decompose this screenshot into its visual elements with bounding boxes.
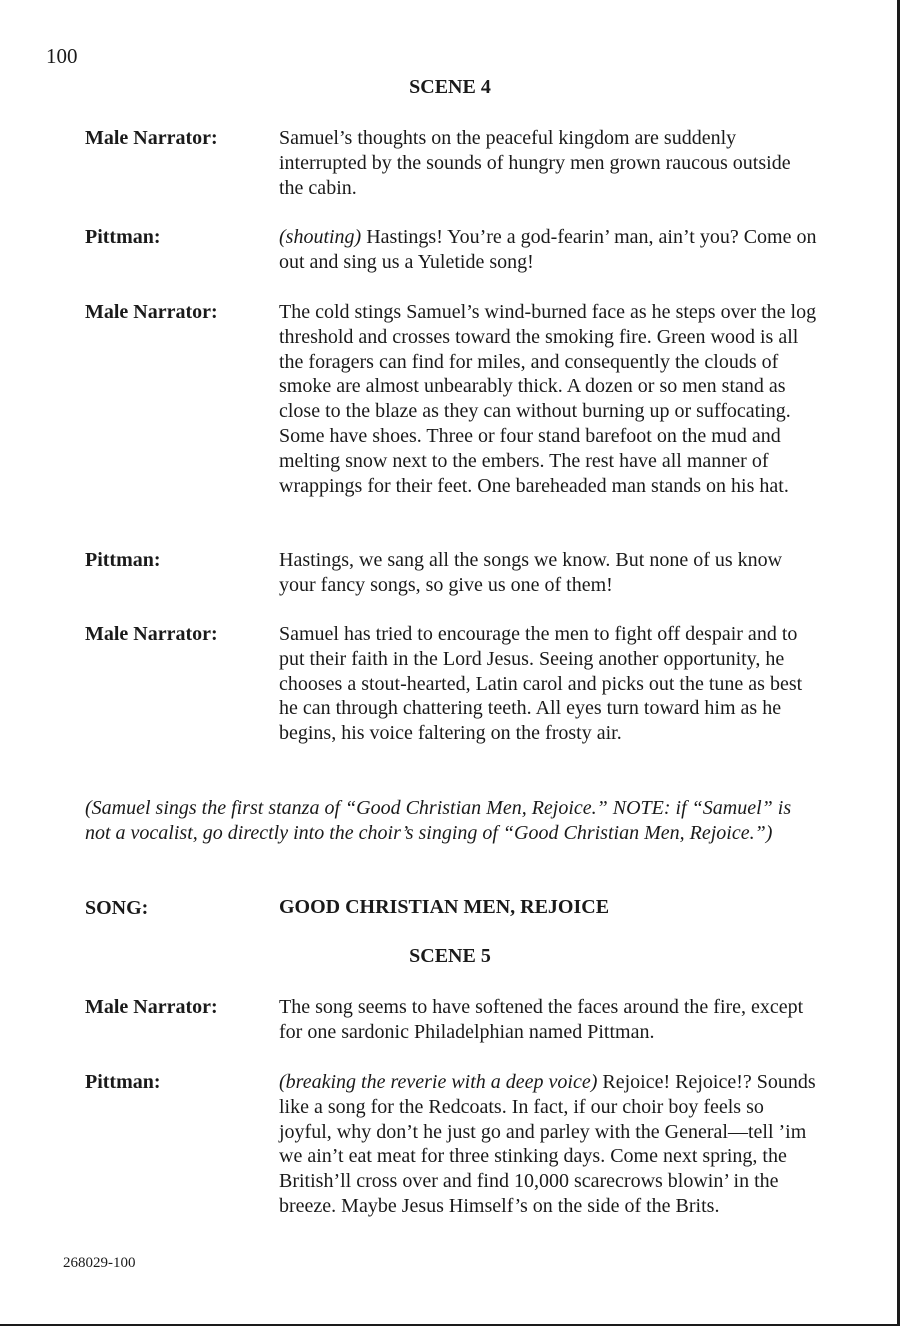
- page-number: 100: [46, 44, 78, 68]
- dialogue-body: The cold stings Samuel’s wind-burned face as he steps over the log threshold and crosses toward the smoking fire. Green wood is all the foragers can find for miles, and consequently the clouds of smoke are almost unbearably thick. A dozen or so men stand as close to the blaze as they can without burning up or suffocating. Some have shoes. Three or four stand barefoot on the mud and melting snow next to the embers. The rest have all manner of wrappings for their feet. One bareheaded man stands on his hat.: [279, 301, 817, 497]
- dialogue-body: Samuel’s thoughts on the peaceful kingdom are suddenly interrupted by the sounds of hungry men grown raucous outside the cabin.: [279, 127, 791, 199]
- speaker-label: Male Narrator:: [85, 996, 218, 1018]
- dialogue-text: [279, 995, 819, 1045]
- dialogue-text: [279, 126, 819, 200]
- stage-note: (Samuel sings the first stanza of “Good Christian Men, Rejoice.” NOTE: if “Samuel” is not a vocalist, go directly into the choir’s singing of “Good Christian Men, Rejoice.”): [85, 797, 792, 844]
- song-label: SONG:: [85, 897, 149, 919]
- dialogue-body: Rejoice! Rejoice!? Sounds like a song for the Redcoats. In fact, if our choir boy feels so joyful, why don’t he just go and parley with the General—tell ’im we ain’t eat meat for three stinking days. Come next spring, the British’ll cross over and find 10,000 scarecrows blowin’ in the breeze. Maybe Jesus Himself’s on the side of the Brits.: [279, 1071, 816, 1217]
- dialogue-body: Hastings! You’re a god-fearin’ man, ain’t you? Come on out and sing us a Yuletide song!: [279, 226, 817, 273]
- speaker-label: Pittman:: [85, 226, 161, 248]
- scene-5-heading: SCENE 5: [409, 945, 491, 967]
- speaker-label: Male Narrator:: [85, 623, 218, 645]
- stage-direction: (shouting): [279, 226, 362, 248]
- dialogue-text: [279, 225, 819, 275]
- dialogue-text: [279, 548, 819, 598]
- dialogue-body: Hastings, we sang all the songs we know. But none of us know your fancy songs, so give us one of them!: [279, 549, 783, 596]
- song-title: GOOD CHRISTIAN MEN, REJOICE: [279, 896, 610, 918]
- dialogue-text: [279, 1070, 819, 1219]
- dialogue-text: [279, 622, 819, 746]
- speaker-label: Male Narrator:: [85, 127, 218, 149]
- dialogue-body: Samuel has tried to encourage the men to fight off despair and to put their faith in the Lord Jesus. Seeing another opportunity, he chooses a stout-hearted, Latin carol and picks out the tune as best he can through chattering teeth. All eyes turn toward him as he begins, his voice faltering on the frosty air.: [279, 623, 803, 745]
- dialogue-text: [279, 300, 819, 498]
- dialogue-body: The song seems to have softened the faces around the fire, except for one sardonic Philadelphian named Pittman.: [279, 996, 804, 1043]
- speaker-label: Male Narrator:: [85, 301, 218, 323]
- stage-direction: (breaking the reverie with a deep voice): [279, 1071, 598, 1093]
- speaker-label: Pittman:: [85, 1071, 161, 1093]
- footer-code: 268029-100: [63, 1255, 136, 1271]
- speaker-label: Pittman:: [85, 549, 161, 571]
- scene-4-heading: SCENE 4: [409, 76, 491, 98]
